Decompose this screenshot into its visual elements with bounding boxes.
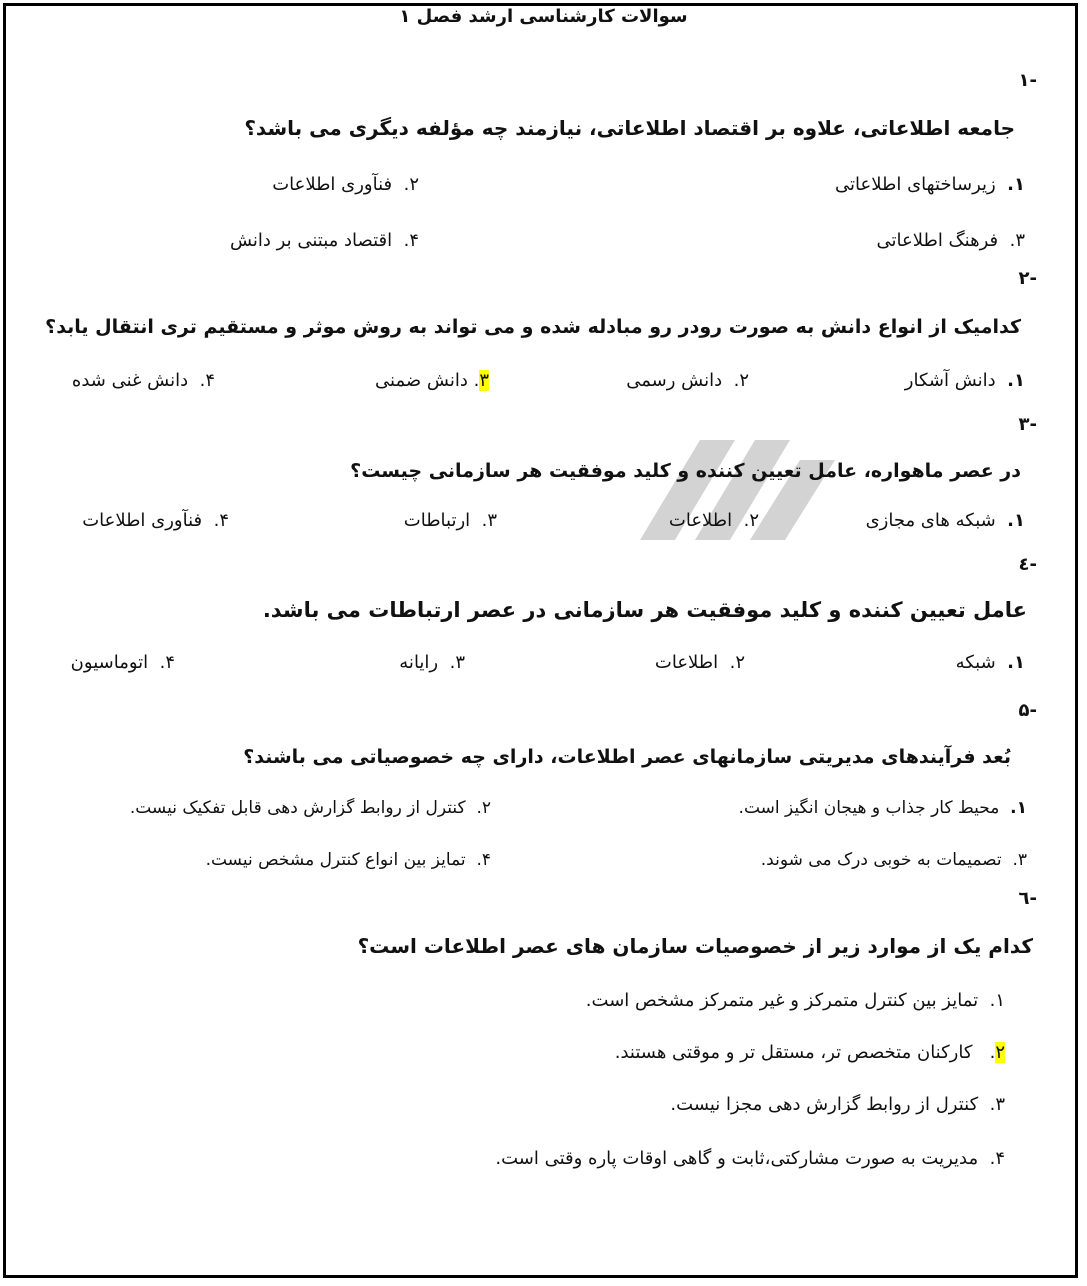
option-text: تصمیمات به خوبی درک می شوند. <box>760 850 1002 870</box>
option-text: اطلاعات <box>668 510 733 531</box>
option-number: ۳. <box>449 652 465 673</box>
option-text: دانش رسمی <box>626 370 723 391</box>
option-text: تمایز بین انواع کنترل مشخص نیست. <box>205 850 466 870</box>
option[interactable] <box>72 370 215 391</box>
option[interactable]: ۳. دانش ضمنی <box>375 370 489 391</box>
option-text: ارتباطات <box>403 510 471 531</box>
option-text: دانش آشکار <box>904 370 996 391</box>
option-number: ۴. <box>199 370 215 391</box>
option[interactable] <box>71 652 175 673</box>
question-number: -٦ <box>1018 888 1037 909</box>
option[interactable] <box>905 370 1025 391</box>
option[interactable] <box>404 510 497 531</box>
option-number: ۳. <box>481 510 497 531</box>
option-text: اقتصاد مبتنی بر دانش <box>229 230 393 251</box>
option[interactable] <box>670 1094 1005 1115</box>
option-text: کنترل از روابط گزارش دهی مجزا نیست. <box>670 1094 979 1115</box>
option-text: محیط کار جذاب و هیجان انگیز است. <box>738 798 1000 818</box>
option[interactable] <box>272 174 419 195</box>
question-text: در عصر ماهواره، عامل تعیین کننده و کلید موفقیت هر سازمانی چیست؟ <box>350 460 1021 482</box>
option-text: اطلاعات <box>654 652 719 673</box>
option[interactable] <box>835 174 1025 195</box>
option-number: ۴. <box>989 1148 1005 1169</box>
option[interactable] <box>130 798 491 818</box>
question-text: کدام یک از موارد زیر از خصوصیات سازمان های عصر اطلاعات است؟ <box>357 934 1033 958</box>
option[interactable] <box>669 510 759 531</box>
option-number: ۲. <box>403 174 419 195</box>
option[interactable] <box>739 798 1027 818</box>
option-text: دانش غنی شده <box>71 370 189 391</box>
option-text: فنآوری اطلاعات <box>272 174 393 195</box>
option[interactable] <box>761 850 1027 870</box>
option[interactable] <box>655 652 745 673</box>
option-number: ۳. <box>1009 230 1025 251</box>
option-text: کارکنان متخصص تر، مستقل تر و موقتی هستند. <box>614 1042 973 1063</box>
option-text: مدیریت به صورت مشارکتی،ثابت و گاهی اوقات پاره وقتی است. <box>495 1148 979 1169</box>
question-text: عامل تعیین کننده و کلید موفقیت هر سازمانی در عصر ارتباطات می باشد. <box>262 598 1027 622</box>
option-number: ۱. <box>1007 370 1025 391</box>
option[interactable] <box>586 990 1005 1011</box>
option[interactable] <box>866 510 1025 531</box>
question-number: -۲ <box>1018 268 1037 289</box>
option-number-highlighted: ۳ <box>479 370 489 391</box>
option-text: زیرساختهای اطلاعاتی <box>835 174 996 195</box>
option-text: کنترل از روابط گزارش دهی قابل تفکیک نیست. <box>129 798 466 818</box>
option[interactable] <box>82 510 229 531</box>
question-text: کدامیک از انواع دانش به صورت رودر رو مبادله شده و می تواند به روش موثر و مستقیم تری انتقال یابد؟ <box>45 316 1021 338</box>
option[interactable] <box>626 370 749 391</box>
option[interactable] <box>230 230 419 251</box>
option-number: ۱. <box>1007 510 1025 531</box>
option[interactable] <box>206 850 491 870</box>
question-number: -۳ <box>1018 414 1037 435</box>
option-text: شبکه <box>955 652 996 673</box>
question-text: جامعه اطلاعاتی، علاوه بر اقتصاد اطلاعاتی، نیازمند چه مؤلفه دیگری می باشد؟ <box>244 116 1015 140</box>
option[interactable] <box>495 1148 1005 1169</box>
option-number: ۲. <box>733 370 749 391</box>
option-number: ۲. <box>743 510 759 531</box>
option-number-highlighted: ۲ <box>995 1042 1005 1063</box>
option[interactable]: ۲. کارکنان متخصص تر، مستقل تر و موقتی هستند. <box>614 1042 1005 1063</box>
option-number: ۴. <box>159 652 175 673</box>
option-text: فنآوری اطلاعات <box>82 510 203 531</box>
option-number: ۲. <box>729 652 745 673</box>
option-number: ۴. <box>476 850 491 870</box>
option-text: دانش ضمنی <box>375 370 468 391</box>
option-number: ۲. <box>476 798 491 818</box>
option-number: ۴. <box>403 230 419 251</box>
option-number: ۴. <box>213 510 229 531</box>
question-number: -۵ <box>1018 700 1037 721</box>
option-number: ۱. <box>1007 174 1025 195</box>
question-number: -٤ <box>1018 554 1037 575</box>
option-number: ۳. <box>989 1094 1005 1115</box>
option-text: فرهنگ اطلاعاتی <box>876 230 999 251</box>
option-text: رایانه <box>399 652 439 673</box>
option[interactable] <box>877 230 1025 251</box>
option-text: تمایز بین کنترل متمرکز و غیر متمرکز مشخص است. <box>585 990 979 1011</box>
option[interactable] <box>399 652 465 673</box>
question-number: -۱ <box>1018 70 1037 91</box>
option-number: ۱. <box>1007 652 1025 673</box>
option[interactable] <box>956 652 1025 673</box>
option-text: شبکه های مجازی <box>865 510 996 531</box>
option-number: ۱. <box>989 990 1005 1011</box>
option-text: اتوماسیون <box>70 652 149 673</box>
option-number: ۱. <box>1010 798 1027 818</box>
question-text: بُعد فرآیندهای مدیریتی سازمانهای عصر اطلاعات، دارای چه خصوصیاتی می باشند؟ <box>243 746 1011 768</box>
option-number: ۳. <box>1012 850 1027 870</box>
page-title: سوالات کارشناسی ارشد فصل ۱ <box>399 6 688 27</box>
